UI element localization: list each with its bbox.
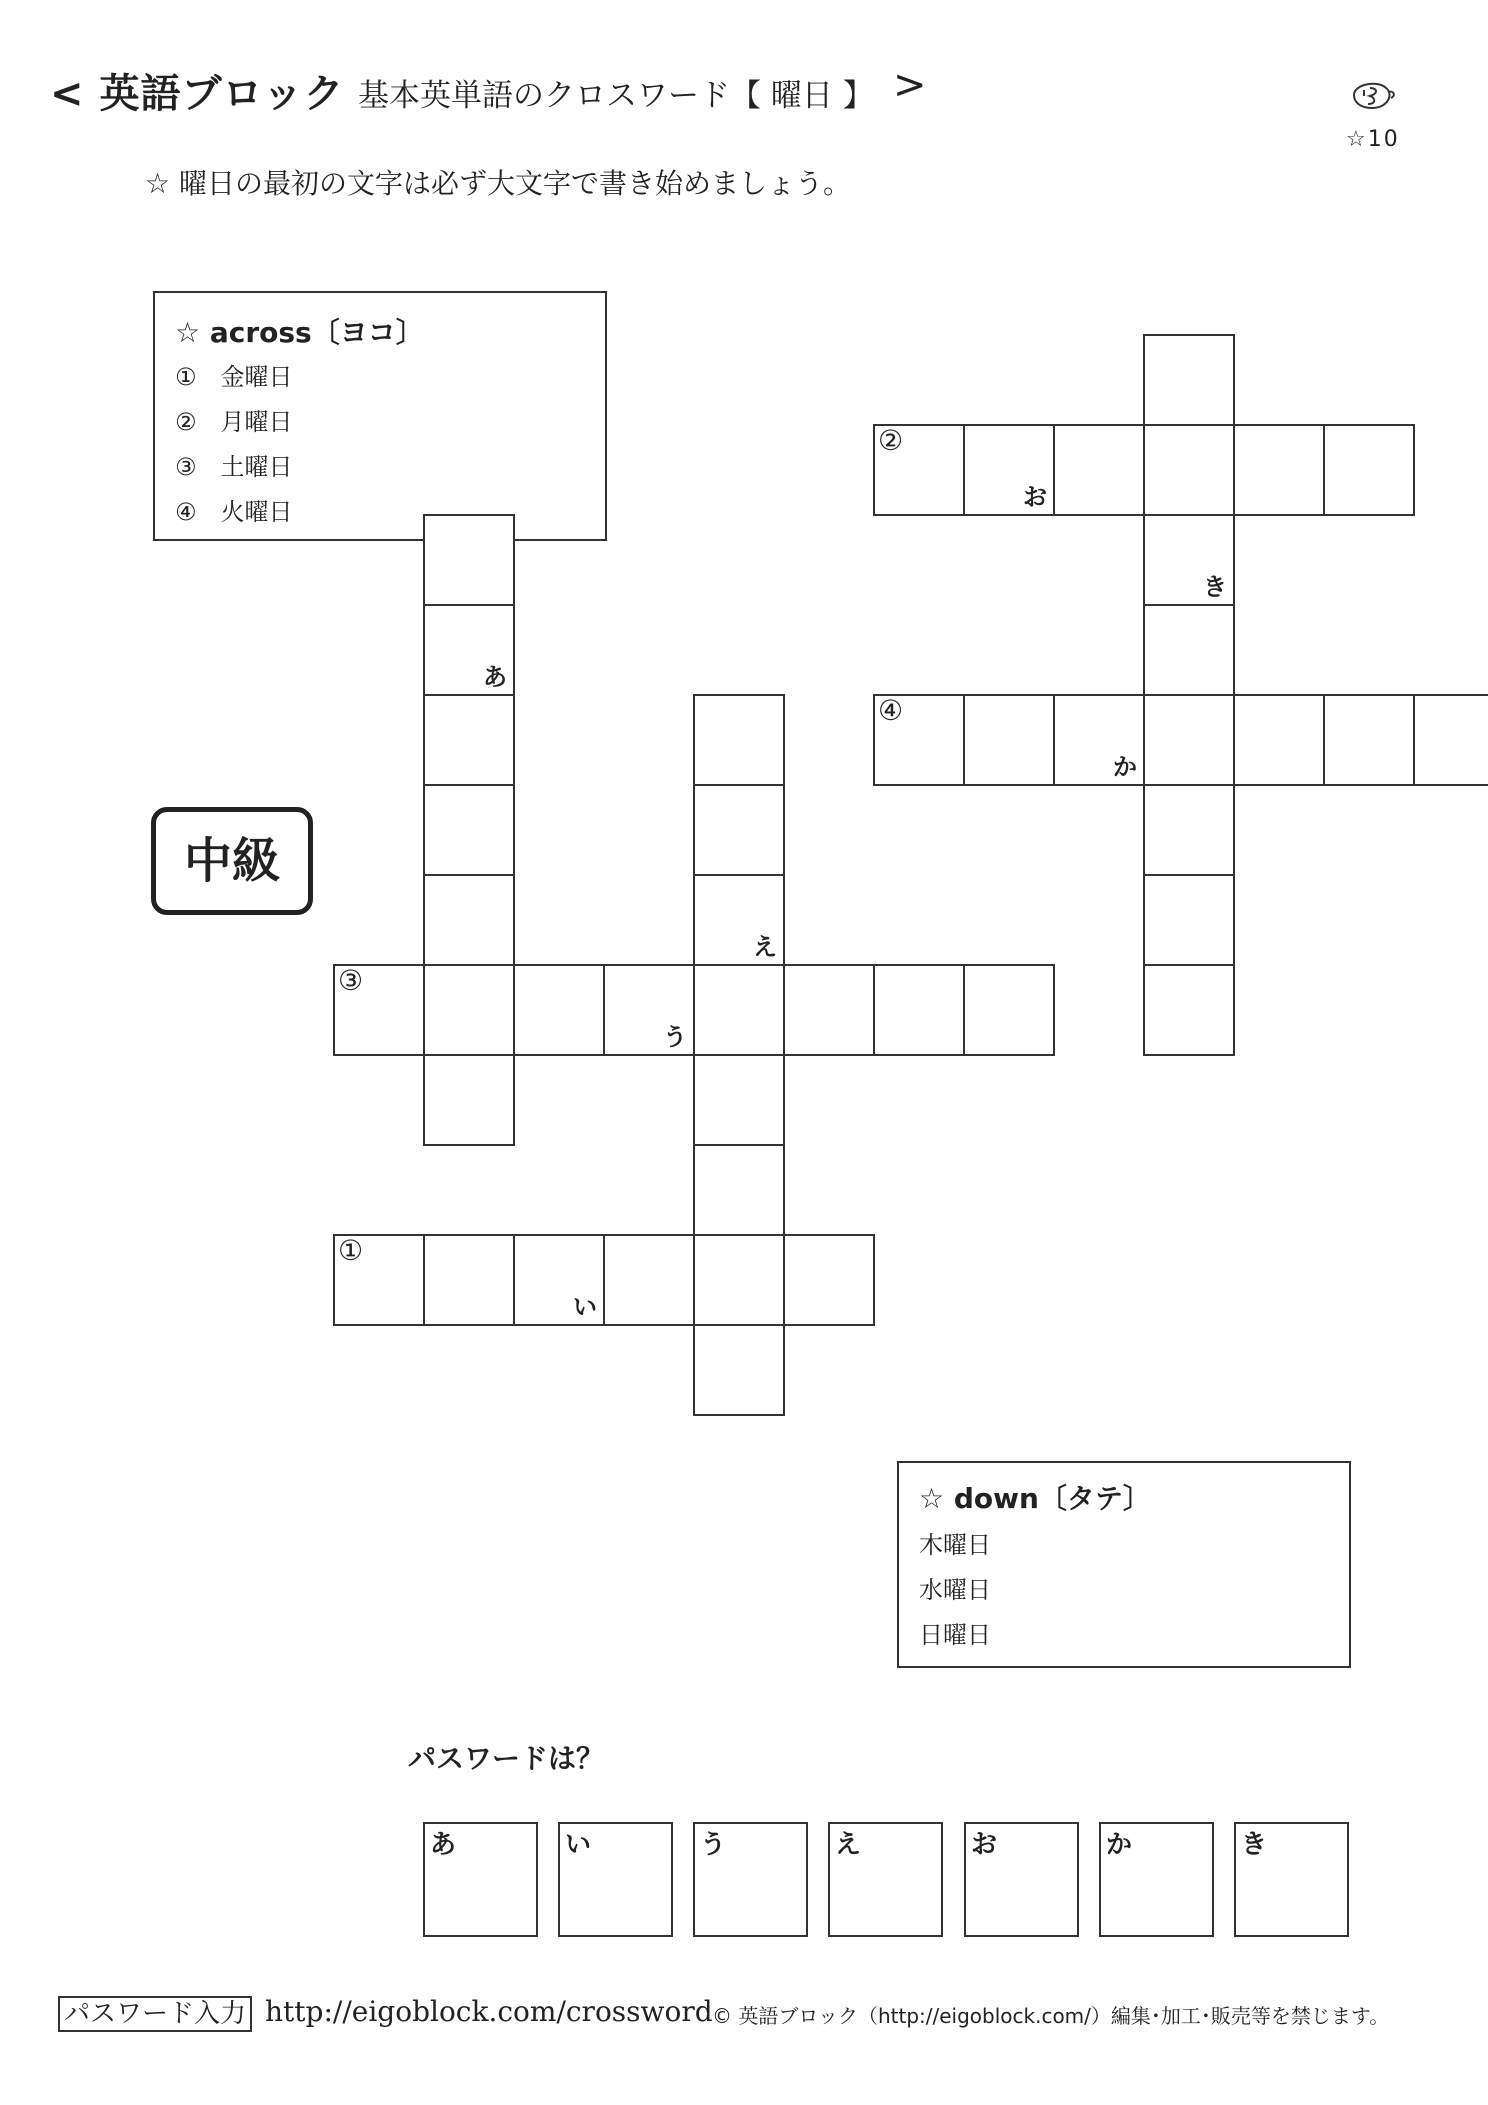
password-label: あ bbox=[430, 1830, 457, 1860]
grid-cell[interactable] bbox=[693, 1054, 785, 1146]
grid-cell[interactable] bbox=[1413, 694, 1488, 786]
password-box-o[interactable] bbox=[964, 1822, 1079, 1937]
password-hint-kana: い bbox=[573, 1293, 597, 1321]
grid-cell[interactable] bbox=[603, 964, 695, 1056]
password-hint-kana: う bbox=[663, 1023, 687, 1051]
grid-cell[interactable] bbox=[423, 964, 515, 1056]
password-box-a[interactable] bbox=[423, 1822, 538, 1937]
password-label: う bbox=[700, 1830, 727, 1860]
grid-cell[interactable] bbox=[423, 514, 515, 606]
across-heading: ☆ across〔ヨコ〕 bbox=[175, 316, 424, 349]
down-clue-1: 木曜日 bbox=[919, 1531, 991, 1559]
grid-cell[interactable] bbox=[513, 1234, 605, 1326]
grid-cell[interactable] bbox=[1323, 694, 1415, 786]
copyright-notice: © 英語ブロック（http://eigoblock.com/）編集･加工･販売等を禁じます。 bbox=[712, 2004, 1390, 2028]
clue-number: ② bbox=[878, 424, 904, 457]
password-label: い bbox=[565, 1830, 592, 1860]
password-label: え bbox=[835, 1830, 862, 1860]
grid-cell[interactable] bbox=[693, 964, 785, 1056]
across-clue-2: ② 月曜日 bbox=[175, 408, 293, 436]
grid-cell[interactable] bbox=[513, 964, 605, 1056]
password-label: か bbox=[1106, 1830, 1133, 1860]
across-clue-4: ④ 火曜日 bbox=[175, 498, 293, 526]
password-title: パスワードは？ bbox=[408, 1742, 605, 1775]
clue-number: ④ bbox=[878, 694, 904, 727]
down-heading: ☆ down〔タテ〕 bbox=[919, 1482, 1151, 1515]
level-badge: 中級 bbox=[151, 807, 313, 915]
grid-cell[interactable] bbox=[783, 964, 875, 1056]
grid-cell[interactable] bbox=[423, 1054, 515, 1146]
password-box-ki[interactable] bbox=[1234, 1822, 1349, 1937]
grid-cell[interactable] bbox=[693, 1324, 785, 1416]
grid-cell[interactable] bbox=[333, 964, 425, 1056]
password-box-ka[interactable] bbox=[1099, 1822, 1214, 1937]
grid-cell[interactable] bbox=[1233, 424, 1325, 516]
password-box-e[interactable] bbox=[828, 1822, 943, 1937]
grid-cell[interactable] bbox=[1143, 964, 1235, 1056]
grid-cell[interactable] bbox=[1053, 424, 1145, 516]
password-hint-kana: え bbox=[753, 933, 777, 961]
grid-cell[interactable] bbox=[783, 1234, 875, 1326]
face-logo-icon bbox=[1348, 78, 1400, 112]
grid-cell[interactable] bbox=[693, 694, 785, 786]
grid-cell[interactable] bbox=[1143, 694, 1235, 786]
across-clue-3: ③ 土曜日 bbox=[175, 453, 293, 481]
grid-cell[interactable] bbox=[423, 694, 515, 786]
grid-cell[interactable] bbox=[423, 604, 515, 696]
down-clue-2: 水曜日 bbox=[919, 1576, 991, 1604]
grid-cell[interactable] bbox=[693, 1144, 785, 1236]
page-title: 基本英単語のクロスワード【 曜日 】 bbox=[358, 78, 874, 114]
grid-cell[interactable] bbox=[423, 784, 515, 876]
across-clue-box bbox=[153, 291, 607, 541]
grid-cell[interactable] bbox=[423, 874, 515, 966]
password-box-u[interactable] bbox=[693, 1822, 808, 1937]
grid-cell[interactable] bbox=[693, 874, 785, 966]
password-entry-link[interactable]: http://eigoblock.com/crossword bbox=[265, 1995, 713, 2028]
difficulty-stars: ☆10 bbox=[1346, 127, 1400, 152]
password-label: お bbox=[971, 1830, 998, 1860]
grid-cell[interactable] bbox=[1143, 424, 1235, 516]
grid-cell[interactable] bbox=[963, 694, 1055, 786]
grid-cell[interactable] bbox=[1143, 514, 1235, 606]
password-hint-kana: お bbox=[1023, 483, 1047, 511]
grid-cell[interactable] bbox=[1143, 334, 1235, 426]
down-clue-box bbox=[897, 1461, 1351, 1668]
grid-cell[interactable] bbox=[873, 424, 965, 516]
password-hint-kana: あ bbox=[483, 663, 507, 691]
brand-logo-text: < 英語ブロック bbox=[50, 71, 345, 117]
across-clue-1: ① 金曜日 bbox=[175, 363, 293, 391]
grid-cell[interactable] bbox=[1143, 874, 1235, 966]
grid-cell[interactable] bbox=[873, 964, 965, 1056]
grid-cell[interactable] bbox=[333, 1234, 425, 1326]
password-entry-label: パスワード入力 bbox=[58, 1996, 252, 2032]
grid-cell[interactable] bbox=[1233, 694, 1325, 786]
clue-number: ③ bbox=[338, 964, 364, 997]
grid-cell[interactable] bbox=[1053, 694, 1145, 786]
grid-cell[interactable] bbox=[963, 424, 1055, 516]
instruction-text: ☆ 曜日の最初の文字は必ず大文字で書き始めましょう。 bbox=[145, 167, 852, 200]
grid-cell[interactable] bbox=[963, 964, 1055, 1056]
grid-cell[interactable] bbox=[1323, 424, 1415, 516]
title-close-bracket: > bbox=[893, 62, 927, 108]
down-clue-3: 日曜日 bbox=[919, 1621, 991, 1649]
grid-cell[interactable] bbox=[1143, 604, 1235, 696]
grid-cell[interactable] bbox=[603, 1234, 695, 1326]
grid-cell[interactable] bbox=[873, 694, 965, 786]
grid-cell[interactable] bbox=[693, 1234, 785, 1326]
password-hint-kana: か bbox=[1113, 753, 1137, 781]
grid-cell[interactable] bbox=[693, 784, 785, 876]
clue-number: ① bbox=[338, 1234, 364, 1267]
grid-cell[interactable] bbox=[423, 1234, 515, 1326]
grid-cell[interactable] bbox=[1143, 784, 1235, 876]
password-box-i[interactable] bbox=[558, 1822, 673, 1937]
password-hint-kana: き bbox=[1203, 573, 1227, 601]
password-label: き bbox=[1241, 1830, 1268, 1860]
